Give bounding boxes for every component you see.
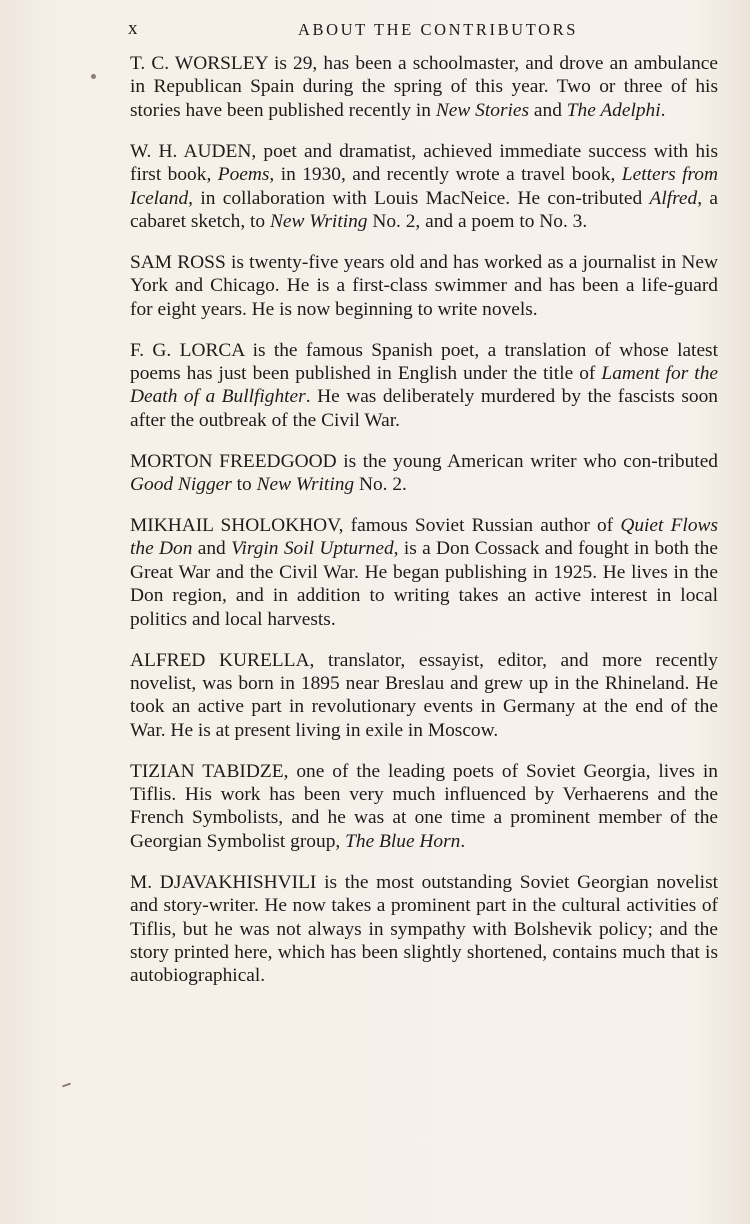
page-header	[128, 18, 718, 44]
entry-text: SAM ROSS is twenty-five years old and has worked as a journalist in New York and Chicago. He is a first-class swimmer and has been a life-guard for eight years. He is now beginning to write novels.	[130, 251, 718, 320]
entry-text: MORTON FREEDGOOD is the young American writer who con-tributed	[130, 450, 718, 472]
entry-text: , a cabaret sketch, to	[130, 187, 718, 232]
entry-text: .	[460, 830, 466, 852]
entry-text: to	[231, 474, 257, 496]
running-head: ABOUT THE CONTRIBUTORS	[298, 20, 578, 39]
entry-text: W. H. AUDEN, poet and dramatist, achieved immediate success with his first book,	[130, 140, 718, 186]
entry-text: ALFRED KURELLA, translator, essayist, editor, and more recently novelist, was born in 1895 near Breslau and grew up in the Rhineland. He took an active part in revolutionary events in Germany at the end of the War. He is at present living in exile in Moscow.	[130, 649, 718, 741]
italic-title: Virgin Soil Upturned	[231, 538, 394, 560]
entry-text: T. C. WORSLEY is 29, has been a schoolmaster, and drove an ambulance in Republican Spain during the spring of this year. Two or three of his stories have been published recently in	[130, 53, 718, 121]
italic-title: The Blue Horn	[345, 830, 461, 852]
italic-title: Good Nigger	[130, 474, 232, 496]
contributor-entry	[130, 251, 718, 321]
entry-text: , in collaboration with Louis MacNeice. He con-tributed	[188, 187, 650, 209]
italic-title: New Writing	[256, 474, 355, 496]
contributor-entry	[130, 52, 718, 122]
page-number: x	[128, 18, 139, 39]
entry-text: F. G. LORCA is the famous Spanish poet, a translation of whose latest poems has just been published in English under the title of	[130, 339, 718, 384]
entry-text: MIKHAIL SHOLOKHOV, famous Soviet Russian author of	[130, 515, 621, 536]
italic-title: Lament for the Death of a Bullfighter	[130, 362, 718, 408]
entry-text: , is a Don Cossack and fought in both the Great War and the Civil War. He began publishing in 1925. He lives in the Don region, and in addition to writing takes an active interest in local politics and local harvests.	[130, 538, 718, 630]
entry-text: No. 2.	[354, 474, 407, 496]
entry-text: TIZIAN TABIDZE, one of the leading poets of Soviet Georgia, lives in Tiflis. His work has been very much influenced by Verhaerens and the French Symbolists, and he was at one time a prominent member of the Georgian Symbolist group,	[130, 760, 718, 852]
entry-text: . He was deliberately murdered by the fascists soon after the outbreak of the Civil War.	[130, 386, 718, 431]
contributor-entry	[130, 760, 718, 854]
paper-speck	[91, 74, 96, 79]
contributor-entry	[130, 514, 718, 631]
entry-text: and	[529, 99, 567, 121]
contributor-list	[130, 52, 718, 1005]
italic-title: Alfred	[649, 187, 698, 209]
entry-text: , in 1930, and recently wrote a travel book,	[269, 164, 622, 186]
italic-title: Poems	[217, 164, 270, 186]
entry-text: No. 2, and a poem to No. 3.	[367, 210, 588, 232]
contributor-entry	[130, 871, 718, 988]
entry-text: and	[192, 538, 232, 560]
italic-title: New Stories	[435, 99, 530, 121]
contributor-entry	[130, 339, 718, 433]
italic-title: Quiet Flows the Don	[130, 515, 718, 560]
contributor-entry	[130, 450, 718, 497]
paper-speck	[62, 1083, 71, 1088]
contributor-entry	[130, 140, 718, 234]
italic-title: New Writing	[269, 210, 368, 232]
italic-title: Letters from Iceland	[130, 164, 719, 209]
contributor-entry	[130, 649, 718, 743]
entry-text: M. DJAVAKHISHVILI is the most outstanding Soviet Georgian novelist and story-writer. He now takes a prominent part in the cultural activities of Tiflis, but he was not always in sympathy with Bolshevik policy; and the story printed here, which has been slightly shortened, contains much that is autobiographical.	[130, 871, 718, 987]
entry-text: .	[660, 99, 666, 121]
italic-title: The Adelphi	[566, 99, 661, 121]
